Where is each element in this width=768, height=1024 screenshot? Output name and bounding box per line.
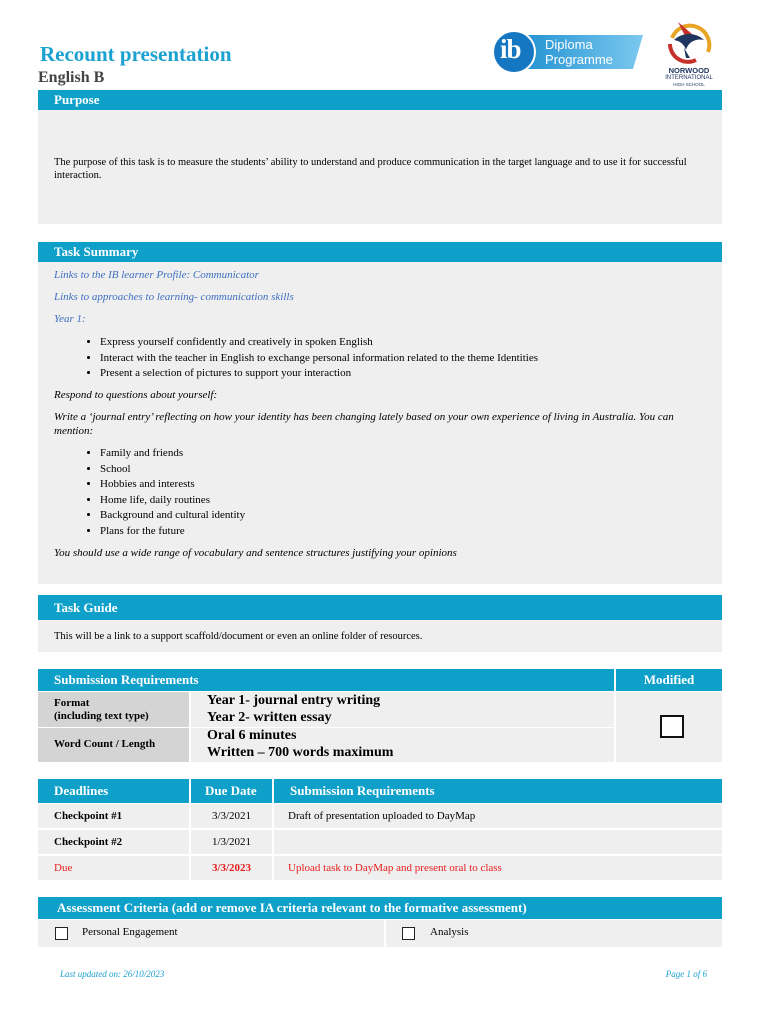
criteria-label: Personal Engagement [82,926,178,938]
closing-text: You should use a wide range of vocabulary and sentence structures justifying your opinions [54,547,457,559]
assessment-heading: Assessment Criteria (add or remove IA criteria relevant to the formative assessment) [38,897,722,919]
list-item: • School [100,462,245,478]
word-count-value-1: Oral 6 minutes [207,728,297,743]
list-item: • Interact with the teacher in English to exchange personal information related to the theme Identities [100,351,538,367]
ib-logo-text-2: Programme [545,52,613,67]
deadlines-heading: Deadlines [38,779,189,803]
ib-logo-text-1: Diploma [545,37,593,52]
table-row [38,830,722,854]
format-value-2: Year 2- written essay [207,710,332,725]
criteria-cell [38,920,384,947]
respond-text: Respond to questions about yourself: [54,389,218,401]
deadline-date: 1/3/2021 [211,836,252,848]
column-divider [272,779,274,880]
word-count-value-2: Written – 700 words maximum [207,745,394,760]
format-label-cell [38,692,189,727]
due-date-heading: Due Date [191,779,272,803]
school-name-3: HIGH SCHOOL [673,82,705,87]
purpose-panel [38,110,722,224]
page-number: Page 1 of 6 [665,969,707,979]
table-row [38,804,722,828]
list-item: • Present a selection of pictures to support your interaction [100,366,538,382]
list-item: • Family and friends [100,446,245,462]
word-count-label: Word Count / Length [54,738,156,750]
modified-heading: Modified [616,669,722,691]
criteria-checkbox[interactable] [55,927,68,940]
year-bullet-list [54,335,538,382]
deadline-submission-heading: Submission Requirements [274,779,722,803]
list-item: • Hobbies and interests [100,477,245,493]
word-count-value-cell [191,728,614,762]
list-item: • Express yourself confidently and creatively in spoken English [100,335,538,351]
approaches-link[interactable]: Links to approaches to learning- communication skills [54,291,294,303]
school-name-1: NORWOOD [668,66,710,75]
criteria-label: Analysis [430,926,469,938]
table-row [38,856,722,880]
format-value-1: Year 1- journal entry writing [207,693,381,708]
topics-list [54,446,245,540]
ib-logo-mark: ib [500,34,521,64]
school-logo [656,18,722,88]
learner-profile-link[interactable]: Links to the IB learner Profile: Communicator [54,269,259,281]
purpose-heading: Purpose [38,90,722,110]
ib-diploma-logo [491,29,647,75]
criteria-checkbox[interactable] [402,927,415,940]
deadline-date: 3/3/2021 [211,810,252,822]
last-updated: Last updated on: 26/10/2023 [60,969,165,979]
school-name-2: INTERNATIONAL [665,75,713,81]
modified-cell [616,692,722,762]
deadline-label: Checkpoint #1 [54,810,123,822]
criteria-cell [386,920,722,947]
list-item: • Plans for the future [100,524,245,540]
task-summary-panel [38,262,722,584]
modified-checkbox[interactable] [660,715,684,738]
page-title: Recount presentation [40,42,232,66]
list-item: • Background and cultural identity [100,508,245,524]
task-guide-text: This will be a link to a support scaffold/document or even an online folder of resources. [54,631,423,642]
list-item: • Home life, daily routines [100,493,245,509]
format-value-cell [191,692,614,727]
deadline-label: Checkpoint #2 [54,836,123,848]
deadline-requirement: Draft of presentation uploaded to DayMap [288,810,476,822]
journal-text: Write a ‘journal entry’ reflecting on how your identity has been changing lately based on your own experience of living in Australia. You can mention: [54,411,674,437]
year-label: Year 1: [54,313,86,325]
word-count-label-cell [38,728,189,762]
page-subtitle: English B [38,69,105,86]
deadline-label: Due [54,862,73,874]
task-guide-heading: Task Guide [38,595,722,620]
deadline-date: 3/3/2023 [211,862,252,874]
format-label-sub: (including text type) [54,710,149,722]
submission-heading: Submission Requirements [38,669,614,691]
deadline-requirement: Upload task to DayMap and present oral to class [288,862,502,874]
task-guide-panel [38,620,722,652]
purpose-text: The purpose of this task is to measure the students’ ability to understand and produce communication in the target language and to use it for successful interaction. [54,157,687,181]
column-divider [189,779,191,880]
task-summary-heading: Task Summary [38,242,722,262]
format-label: Format [54,697,90,709]
